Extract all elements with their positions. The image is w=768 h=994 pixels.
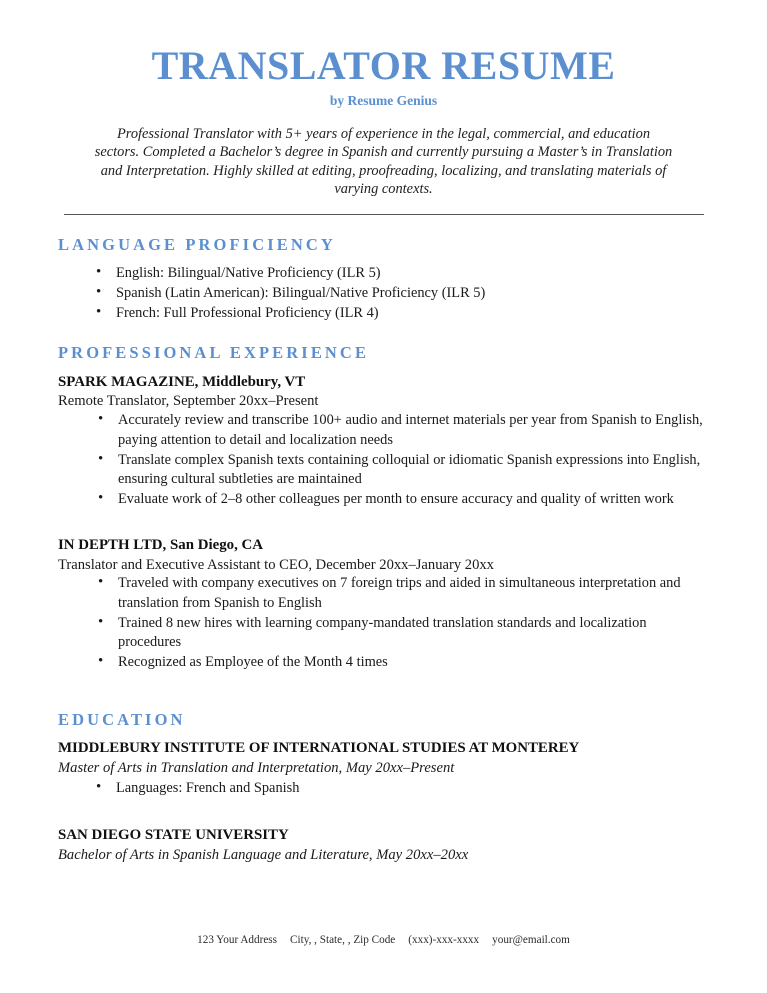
professional-summary: Professional Translator with 5+ years of experience in the legal, commercial, and education sectors. Completed a Bachelor’s degree in Spanish and currently pursuing a Master’s in Translation and Interpretation. Highly skilled at editing, proofreading, localizing, and translating materials of varying contexts. bbox=[94, 125, 673, 198]
experience-entry bbox=[58, 536, 709, 672]
section-professional-experience bbox=[58, 343, 709, 672]
education-degree: Bachelor of Arts in Spanish Language and Literature, May 20xx–20xx bbox=[58, 847, 469, 864]
job-role: Remote Translator, September 20xx–Present bbox=[58, 393, 319, 410]
list-item: • Languages: French and Spanish bbox=[58, 779, 709, 798]
job-company: IN DEPTH LTD, San Diego, CA bbox=[58, 537, 264, 554]
footer-email: your@email.com bbox=[492, 934, 570, 946]
list-item: • Evaluate work of 2–8 other colleagues per month to ensure accuracy and quality of written work bbox=[58, 490, 709, 509]
footer-city-state-zip: City, , State, , Zip Code bbox=[290, 934, 396, 946]
job-role: Translator and Executive Assistant to CEO, December 20xx–January 20xx bbox=[58, 556, 494, 573]
education-bullets bbox=[58, 779, 709, 798]
list-item: • English: Bilingual/Native Proficiency (ILR 5) bbox=[58, 264, 709, 283]
section-title-education: EDUCATION bbox=[58, 710, 186, 730]
language-list bbox=[58, 264, 709, 323]
education-school: SAN DIEGO STATE UNIVERSITY bbox=[58, 827, 289, 844]
job-bullets bbox=[58, 574, 709, 672]
list-item: • French: Full Professional Proficiency (ILR 4) bbox=[58, 304, 709, 323]
experience-entry bbox=[58, 373, 709, 509]
footer-phone: (xxx)-xxx-xxxx bbox=[408, 934, 480, 946]
education-entry bbox=[58, 739, 709, 798]
header-divider bbox=[64, 214, 704, 215]
list-item: • Translate complex Spanish texts containing colloquial or idiomatic Spanish expressions into English, ensuring cultural subtleties are maintained bbox=[58, 451, 709, 489]
byline: by Resume Genius bbox=[329, 92, 438, 108]
section-language-proficiency bbox=[58, 235, 709, 323]
list-item: • Accurately review and transcribe 100+ audio and internet materials per year from Spanish to English, paying attention to detail and localization needs bbox=[58, 411, 709, 449]
list-item: • Recognized as Employee of the Month 4 times bbox=[58, 653, 709, 672]
education-school: MIDDLEBURY INSTITUTE OF INTERNATIONAL STUDIES AT MONTEREY bbox=[58, 740, 580, 757]
page-title: TRANSLATOR RESUME bbox=[151, 43, 616, 88]
education-degree: Master of Arts in Translation and Interpretation, May 20xx–Present bbox=[58, 759, 455, 776]
job-company: SPARK MAGAZINE, Middlebury, VT bbox=[58, 374, 306, 391]
education-entry bbox=[58, 826, 709, 865]
list-item: • Trained 8 new hires with learning company-mandated translation standards and localization procedures bbox=[58, 614, 709, 652]
list-item: • Spanish (Latin American): Bilingual/Native Proficiency (ILR 5) bbox=[58, 284, 709, 303]
section-title-professional-experience: PROFESSIONAL EXPERIENCE bbox=[58, 343, 370, 363]
job-bullets bbox=[58, 411, 709, 509]
section-title-language-proficiency: LANGUAGE PROFICIENCY bbox=[58, 234, 336, 254]
footer-contact bbox=[0, 934, 767, 946]
footer-address: 123 Your Address bbox=[197, 934, 278, 946]
list-item: • Traveled with company executives on 7 foreign trips and aided in simultaneous interpretation and translation from Spanish to English bbox=[58, 574, 709, 612]
section-education bbox=[58, 710, 709, 865]
